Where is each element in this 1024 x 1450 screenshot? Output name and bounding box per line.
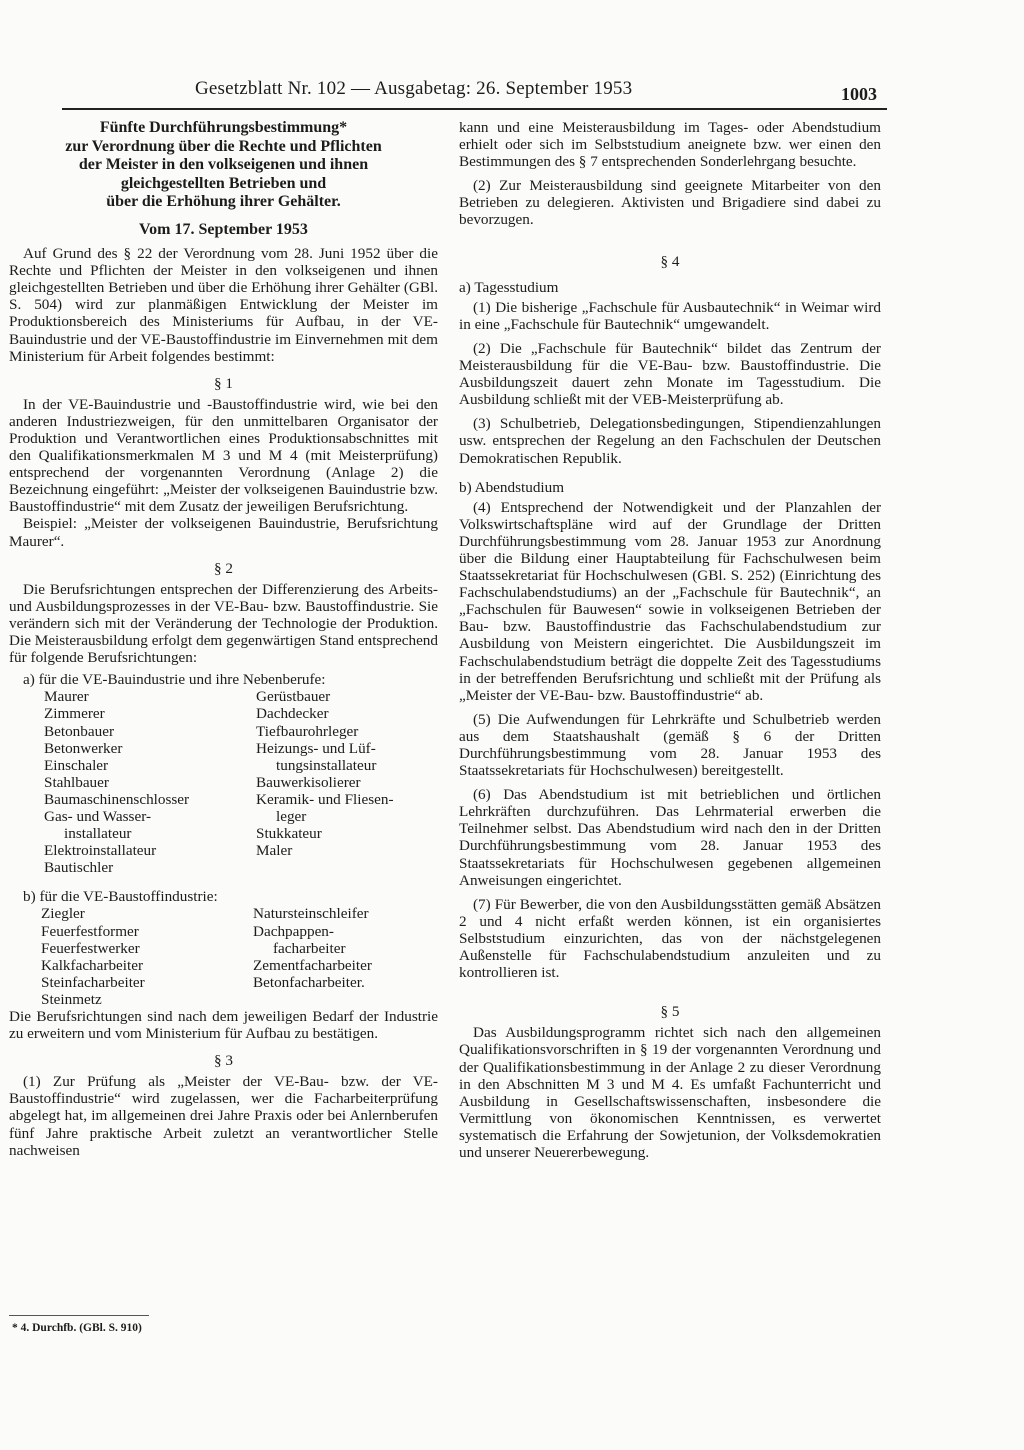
section-3-paragraph-2: (2) Zur Meisterausbildung sind geeignete Mitarbeiter von den Betrieben zu delegieren. Aktivisten und Brigadiere sind dabei zu bevorzugen. [459, 177, 881, 229]
section-2-closing: Die Berufsrichtungen sind nach dem jeweiligen Bedarf der Industrie zu erweitern und vom Ministerium für Aufbau zu bestätigen. [9, 1008, 438, 1043]
list-item: Dachpappen- [253, 922, 334, 940]
list-item: Gas- und Wasser- [44, 807, 152, 825]
list-item: Betonfacharbeiter. [253, 973, 365, 991]
list-b-heading: b) für die VE-Baustoffindustrie: [23, 888, 218, 906]
section-heading-5: § 5 [660, 1003, 680, 1021]
page-header: Gesetzblatt Nr. 102 — Ausgabetag: 26. September 1953 [195, 78, 633, 99]
list-item: Maurer [44, 688, 89, 706]
title-line: der Meister in den volkseigenen und ihnen [78, 156, 369, 174]
subheading-abendstudium: b) Abendstudium [459, 478, 565, 496]
list-a-heading: a) für die VE-Bauindustrie und ihre Nebenberufe: [23, 671, 326, 689]
list-item: Zimmerer [44, 705, 105, 723]
list-item: Ziegler [41, 905, 85, 923]
list-item: facharbeiter [273, 939, 346, 957]
section-1-example: Beispiel: „Meister der volkseigenen Bauindustrie, Berufsrichtung Maurer“. [9, 515, 438, 550]
list-item: Baumaschinenschlosser [44, 790, 190, 808]
list-item: Betonbauer [44, 722, 115, 740]
list-item: Keramik- und Fliesen- [256, 790, 394, 808]
list-b [41, 905, 438, 1008]
section-heading-3: § 3 [214, 1052, 233, 1070]
page-number: 1003 [841, 84, 877, 104]
list-item: Stahlbauer [44, 773, 109, 791]
section-heading-2: § 2 [214, 559, 233, 577]
list-item: Tiefbaurohrleger [256, 722, 359, 740]
preamble: Auf Grund des § 22 der Verordnung vom 28. Juni 1952 über die Rechte und Pflichten der Meister in den volkseigenen und ihnen gleichgestellten Betrieben und über die Erhöhung ihrer Gehälter (GBl. S. 504) wird zur planmäßigen Entwicklung der Meister im Produktionsbereich des Ministeriums für Aufbau, in der VE-Bauindustrie und der VE-Baustoffindustrie im Einvernehmen mit dem Ministerium für Arbeit folgendes bestimmt: [9, 245, 438, 365]
list-item: Kalkfacharbeiter [41, 956, 144, 974]
list-item: Stukkateur [256, 825, 322, 843]
section-3-paragraph-1: (1) Zur Prüfung als „Meister der VE-Bau- bzw. der VE-Baustoffindustrie“ wird zugelassen, wer die Facharbeiterprüfung abgelegt hat, im allgemeinen drei Jahre Praxis oder bei Anlernberufen fünf Jahre praktische Arbeit zuletzt an verantwortlicher Stelle nachweisen [9, 1073, 438, 1159]
title-line: gleichgestellten Betrieben und [120, 174, 327, 192]
list-item: Feuerfestwerker [41, 939, 140, 957]
section-1-text: In der VE-Bauindustrie und -Baustoffindustrie wird, wie bei den anderen Industriezweigen, für den unmittelbaren Organisator der Produktion und Verantwortlichen eines Produktionsabschnittes mit den Qualifikationsmerkmalen M 3 und M 4 (mit Meisterprüfung) entsprechend der vorgenannten Verordnung (Anlage 2) die Bezeichnung eingeführt: „Meister der volkseigenen Bauindustrie bzw. Baustoffindustrie“ mit dem Zusatz der jeweiligen Berufsrichtung. [9, 395, 438, 516]
list-item: Natursteinschleifer [253, 905, 369, 923]
list-item: Steinfacharbeiter [41, 973, 145, 991]
title-line: zur Verordnung über die Rechte und Pflichten [65, 137, 382, 155]
list-item: Einschaler [44, 756, 109, 774]
left-column [9, 119, 438, 1159]
list-item: leger [276, 807, 307, 825]
header-rule [62, 108, 887, 110]
list-item: Maler [256, 842, 293, 860]
section-4-paragraph-3: (3) Schulbetrieb, Delegationsbedingungen, Stipendienzahlungen usw. entsprechen der Regelung an den Fachschulen der Deutschen Demokratischen Republik. [459, 415, 881, 467]
list-item: tungsinstallateur [276, 756, 377, 774]
section-4-paragraph-4: (4) Entsprechend der Notwendigkeit und der Planzahlen der Volkswirtschaftspläne wird auf der Grundlage der Dritten Durchführungsbestimmung vom 28. Januar 1953 zur Anordnung über die Bildung einer Hauptabteilung für Fachschulwesen beim Staatssekretariat für Hochschulwesen (GBl. S. 252) (Einrichtung des Fachschulabendstudiums) an der „Fachschule für Bautechnik“, an „Fachschulen für Bauwesen“ sowie in volkseigenen Betrieben der Bau- bzw. Baustoffindustrie das Fachschulabendstudium zur Ausbildung von Meistern eingerichtet. Die Ausbildungszeit im Fachschulabendstudium beträgt die doppelte Zeit des Tagesstudiums in der betreffenden Berufsrichtung und schließt mit der Prüfung als „Meister der VE-Bau- bzw. Baustoffindustrie“ ab. [459, 498, 881, 704]
section-4-paragraph-1: (1) Die bisherige „Fachschule für Ausbautechnik“ in Weimar wird in eine „Fachschule für Bautechnik“ umgewandelt. [459, 298, 881, 333]
list-item: Dachdecker [256, 705, 329, 723]
footnote-rule [9, 1315, 149, 1316]
section-4-paragraph-7: (7) Für Bewerber, die von den Ausbildungsstätten gemäß Absätzen 2 und 4 nicht erfaßt werden können, ist ein organisiertes Selbststudium einzurichten, das von der nächstgelegenen Außenstelle für Fachschulabendstudium anzuleiten und zu kontrollieren ist. [459, 895, 881, 982]
list-item: Feuerfestformer [41, 922, 139, 940]
title-line: über die Erhöhung ihrer Gehälter. [106, 193, 341, 211]
footnote: * 4. Durchfb. (GBl. S. 910) [12, 1322, 142, 1334]
list-item: installateur [64, 825, 132, 843]
list-item: Elektroinstallateur [44, 842, 157, 860]
list-a [44, 688, 438, 876]
list-item: Bauwerkisolierer [256, 773, 361, 791]
section-4-paragraph-6: (6) Das Abendstudium ist mit betrieblichen und örtlichen Lehrkräften durchzuführen. Das Lehrmaterial erwerben die Teilnehmer selbst. Das Abendstudium wird nach den in der Dritten Durchführungsbestimmung vom 28. Januar 1953 des Staatssekretariats für Hochschulwesen gegebenen allgemeinen Anweisungen eingerichtet. [459, 786, 881, 889]
section-3-continuation: kann und eine Meisterausbildung im Tages- oder Abendstudium erhielt oder sich im Selbststudium aneignete bzw. wer einen den Bestimmungen des § 7 entsprechenden Sonderlehrgang besuchte. [459, 119, 881, 171]
section-5-text: Das Ausbildungsprogramm richtet sich nach den allgemeinen Qualifikationsvorschriften in § 19 der vorgenannten Verordnung und der Qualifikationsbestimmung in der Anlage 2 zu dieser Verordnung in den Abschnitten M 3 und M 4. Es umfaßt Fachunterricht und Ausbildung in Gesellschaftswissenschaften, insbesondere die Vermittlung von ökonomischen Kenntnissen, es verwertet systematisch die Erfahrung der Sowjetunion, der Volksdemokratien und unserer Neuererbewegung. [459, 1024, 881, 1161]
list-item: Bautischler [44, 859, 114, 877]
list-item [256, 859, 446, 876]
subheading-tagesstudium: a) Tagesstudium [459, 278, 559, 296]
list-item [253, 991, 443, 1008]
list-item: Betonwerker [44, 739, 123, 757]
section-4-paragraph-5: (5) Die Aufwendungen für Lehrkräfte und Schulbetrieb werden aus dem Staatshaushalt (gemäß § 6 der Dritten Durchführungsbestimmung vom 28. Januar 1953 des Staatssekretariats für Hochschulwesen) bereitgestellt. [459, 710, 881, 780]
document-date: Vom 17. September 1953 [139, 220, 308, 238]
right-column [459, 119, 881, 1161]
section-heading-4: § 4 [660, 252, 680, 270]
title-line: Fünfte Durchführungsbestimmung* [99, 119, 348, 136]
list-item: Heizungs- und Lüf- [256, 739, 376, 757]
list-item: Zementfacharbeiter [253, 956, 372, 974]
section-heading-1: § 1 [214, 374, 233, 392]
list-item: Steinmetz [41, 990, 102, 1008]
list-item: Gerüstbauer [256, 688, 331, 706]
section-4-paragraph-2: (2) Die „Fachschule für Bautechnik“ bildet das Zentrum der Meisterausbildung für die VE-Bau- bzw. Baustoffindustrie. Die Ausbildungszeit dauert zehn Monate im Tagesstudium. Die Ausbildung schließt mit der VEB-Meisterprüfung ab. [459, 339, 881, 409]
section-2-text: Die Berufsrichtungen entsprechen der Differenzierung des Arbeits- und Ausbildungsprozesses in der VE-Bau- bzw. Baustoffindustrie. Sie verändern sich mit der Veränderung der Technologie der Produktion. Die Meisterausbildung erfolgt dem gegenwärtigen Stand entsprechend für folgende Berufsrichtungen: [9, 580, 438, 667]
document-title [19, 119, 428, 212]
